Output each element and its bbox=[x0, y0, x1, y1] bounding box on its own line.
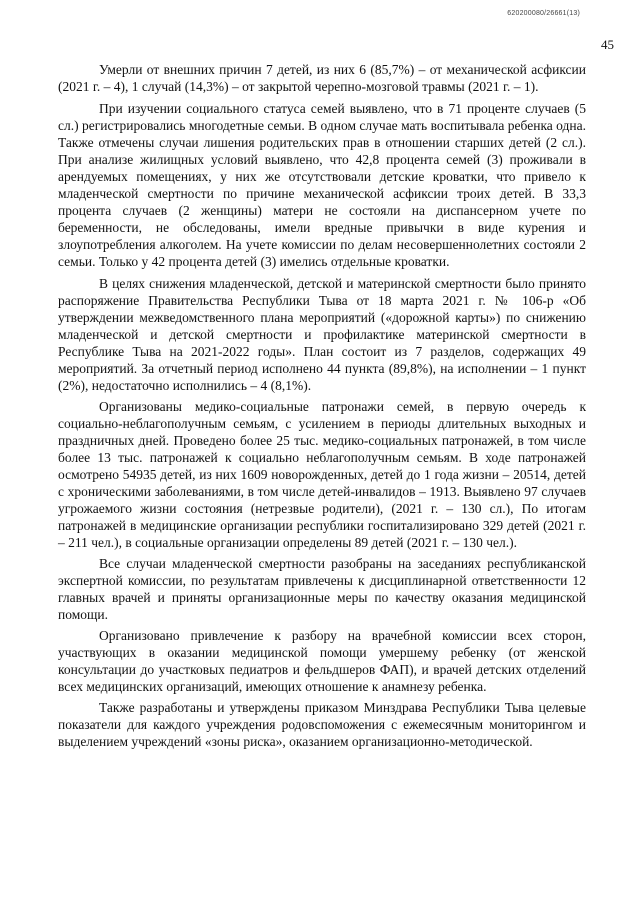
paragraph-medical-commission: Организовано привлечение к разбору на врачебной комиссии всех сторон, участвующих в оказании медицинской помощи умершему ребенку (от женской консультации до участковых педиатров и фельдшеров ФАП), и врачей детских отделений всех медицинских организаций, имеющих отношение к анамнезу ребенка. bbox=[58, 628, 586, 694]
paragraph-expert-commission: Все случаи младенческой смертности разобраны на заседаниях республиканской экспертной комиссии, по результатам привлечены к дисциплинарной ответственности 12 главных врачей и приняты организационные меры по качеству оказания медицинской помощи. bbox=[58, 556, 586, 622]
paragraph-target-indicators: Также разработаны и утверждены приказом Минздрава Республики Тыва целевые показатели для каждого учреждения родовспоможения с ежемесячным мониторингом и выделением учреждений «зоны риска», оказанием организационно-методической. bbox=[58, 700, 586, 749]
paragraph-patronage: Организованы медико-социальные патронажи семей, в первую очередь к социально-неблагополучным семьям, с усилением в периоды длительных выходных и праздничных дней. Проведено более 25 тыс. медико-социальных патронажей, в том числе более 13 тыс. патронажей к социально неблагополучным семьям. В ходе патронажей осмотрено 54935 детей, из них 1609 новорожденных, детей до 1 года жизни – 20514, детей с хроническими заболеваниями, в том числе детей-инвалидов – 1913. Выявлено 97 случаев угрожаемого жизни состояния (нетрезвые родители), (2021 г. – 130 сл.), По итогам патронажей в медицинские организации республики госпитализировано 329 детей (2021 г. – 211 чел.), в социальные организации определены 89 детей (2021 г. – 130 чел.). bbox=[58, 399, 586, 550]
paragraph-social-status: При изучении социального статуса семей выявлено, что в 71 проценте случаев (5 сл.) регистрировались многодетные семьи. В одном случае мать воспитывала ребенка одна. Также отмечены случаи лишения родительских прав в отношении старших детей (2 сл.). При анализе жилищных условий выявлено, что 42,8 процента семей (3) проживали в арендуемых помещениях, у них же отсутствовали детские кроватки, что привело к младенческой смертности по причине механической асфиксии троих детей. В 33,3 процента случаев (2 женщины) матери не состояли на диспансерном учете по беременности, не обследованы, имели вредные привычки в виде курения и злоупотребления алкоголем. На учете комиссии по делам несовершеннолетних состояли 2 семьи. Только у 42 процента детей (3) имелись отдельные кроватки. bbox=[58, 101, 586, 269]
document-body bbox=[58, 61, 586, 754]
document-id: 620200080/26661(13) bbox=[507, 10, 580, 17]
paragraph-government-order: В целях снижения младенческой, детской и материнской смертности было принято распоряжение Правительства Республики Тыва от 18 марта 2021 г. № 106-р «Об утверждении межведомственного плана мероприятий («дорожной карты») по снижению младенческой и детской смертности и профилактике материнской смертности в Республике Тыва на 2021-2022 годы». План состоит из 7 разделов, содержащих 49 мероприятий. За отчетный период исполнено 44 пункта (89,8%), на исполнении – 1 пункт (2%), недостаточно исполнились – 4 (8,1%). bbox=[58, 276, 586, 393]
page-number: 45 bbox=[601, 37, 614, 52]
paragraph-external-causes: Умерли от внешних причин 7 детей, из них 6 (85,7%) – от механической асфиксии (2021 г. – 4), 1 случай (14,3%) – от закрытой черепно-мозговой травмы (2021 г. – 1). bbox=[58, 62, 586, 94]
